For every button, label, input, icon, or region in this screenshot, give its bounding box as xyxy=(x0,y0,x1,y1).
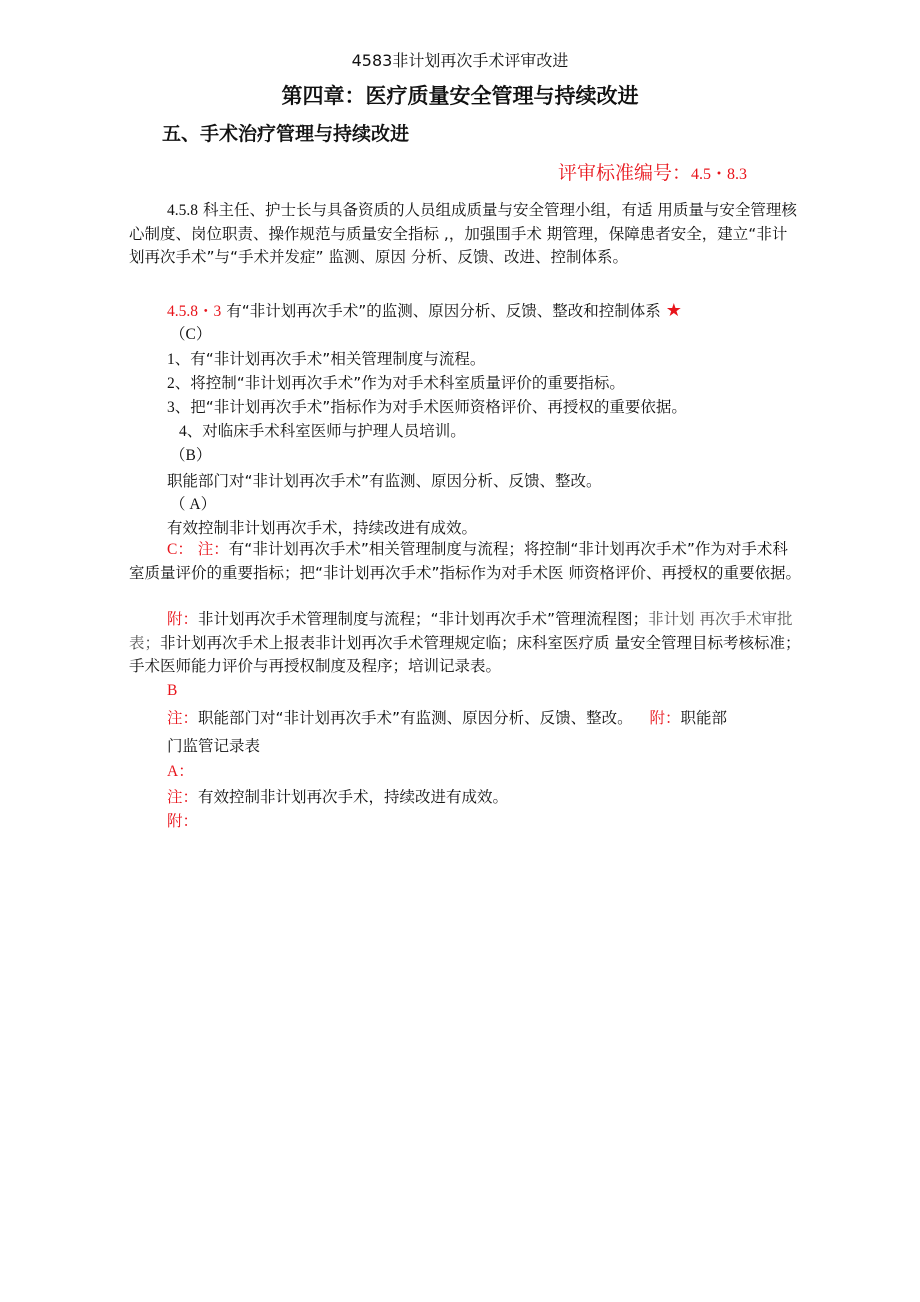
item-line xyxy=(167,299,682,321)
attach-a-label: 附： xyxy=(167,812,199,830)
attach-label: 附： xyxy=(167,610,199,628)
item-number: 4、 xyxy=(179,423,203,440)
attach-c-paragraph xyxy=(129,608,801,679)
note-b-line xyxy=(167,706,727,728)
attach-text-grey: 非计划 再次手术审批表； xyxy=(129,610,793,652)
attach-text: 职能部 xyxy=(680,709,728,727)
item-code: 4.5.8・3 xyxy=(167,303,222,320)
note-label: 注： xyxy=(167,709,199,727)
intro-paragraph xyxy=(129,199,801,270)
item-number: 2、 xyxy=(167,375,191,392)
grade-c-label: （C） xyxy=(170,326,212,343)
note-a-prefix: A： xyxy=(167,763,194,780)
star-icon: ★ xyxy=(665,300,682,321)
grade-c-item xyxy=(179,419,466,441)
item-number: 1、 xyxy=(167,351,191,368)
standard-number-label: 评审标准编号： xyxy=(558,162,692,184)
item-text: 将控制“非计划再次手术”作为对手术科室质量评价的重要指标。 xyxy=(190,374,625,392)
attach-text: 非计划再次手术管理制度与流程；“非计划再次手术”管理流程图； xyxy=(198,610,649,628)
attach-b-continuation: 门监管记录表 xyxy=(167,737,261,755)
grade-a-label: （ A） xyxy=(170,496,217,513)
note-label: 注： xyxy=(197,540,229,558)
note-text: 有“非计划再次手术”相关管理制度与流程；将控制“非计划再次手术”作为对手术科室质量评价的重要指标；把“非计划再次手术”指标作为对手术医 师资格评价、再授权的重要依据。 xyxy=(129,540,801,582)
attach-text: 非计划再次手术上报表非计划再次手术管理规定临；床科室医疗质 量安全管理目标考核标准；手术医师能力评价与再授权制度及程序；培训记录表。 xyxy=(129,633,801,675)
intro-code: 4.5.8 xyxy=(167,202,198,219)
chapter-heading: 第四章：医疗质量安全管理与持续改进 xyxy=(281,84,639,108)
intro-text: 科主任、护士长与具备资质的人员组成质量与安全管理小组，有适 用质量与安全管理核心制度、岗位职责、操作规范与质量安全指标 ,，加强围手术 期管理，保障患者安全，建立“非计划再次手术”与“手术并发症” 监测、原因 分析、反馈、改进、控制体系。 xyxy=(129,201,797,266)
attach-label: 附： xyxy=(649,709,681,727)
note-c-prefix: C： xyxy=(167,541,193,558)
note-c-paragraph xyxy=(129,538,801,585)
grade-b-label: （B） xyxy=(170,447,212,464)
section-heading: 五、手术治疗管理与持续改进 xyxy=(162,123,410,145)
item-text: 有“非计划再次手术”的监测、原因分析、反馈、整改和控制体系 xyxy=(226,302,661,320)
grade-c-item xyxy=(167,371,625,393)
note-text: 职能部门对“非计划再次手术”有监测、原因分析、反馈、整改。 xyxy=(198,709,633,727)
item-text: 对临床手术科室医师与护理人员培训。 xyxy=(202,422,466,440)
grade-c-item xyxy=(167,347,485,369)
note-text: 有效控制非计划再次手术，持续改进有成效。 xyxy=(198,788,509,806)
grade-a-text: 有效控制非计划再次手术，持续改进有成效。 xyxy=(167,519,478,537)
grade-c-item xyxy=(167,395,687,417)
item-number: 3、 xyxy=(167,399,191,416)
grade-b-text: 职能部门对“非计划再次手术”有监测、原因分析、反馈、整改。 xyxy=(167,472,602,490)
standard-number xyxy=(558,158,747,185)
note-a-line xyxy=(167,785,508,807)
standard-number-value: 4.5・8.3 xyxy=(691,166,748,183)
document-title: 4583非计划再次手术评审改进 xyxy=(351,51,569,70)
note-label: 注： xyxy=(167,788,199,806)
item-text: 有“非计划再次手术”相关管理制度与流程。 xyxy=(190,350,486,368)
note-b-prefix: B xyxy=(167,682,178,699)
item-text: 把“非计划再次手术”指标作为对手术医师资格评价、再授权的重要依据。 xyxy=(190,398,687,416)
